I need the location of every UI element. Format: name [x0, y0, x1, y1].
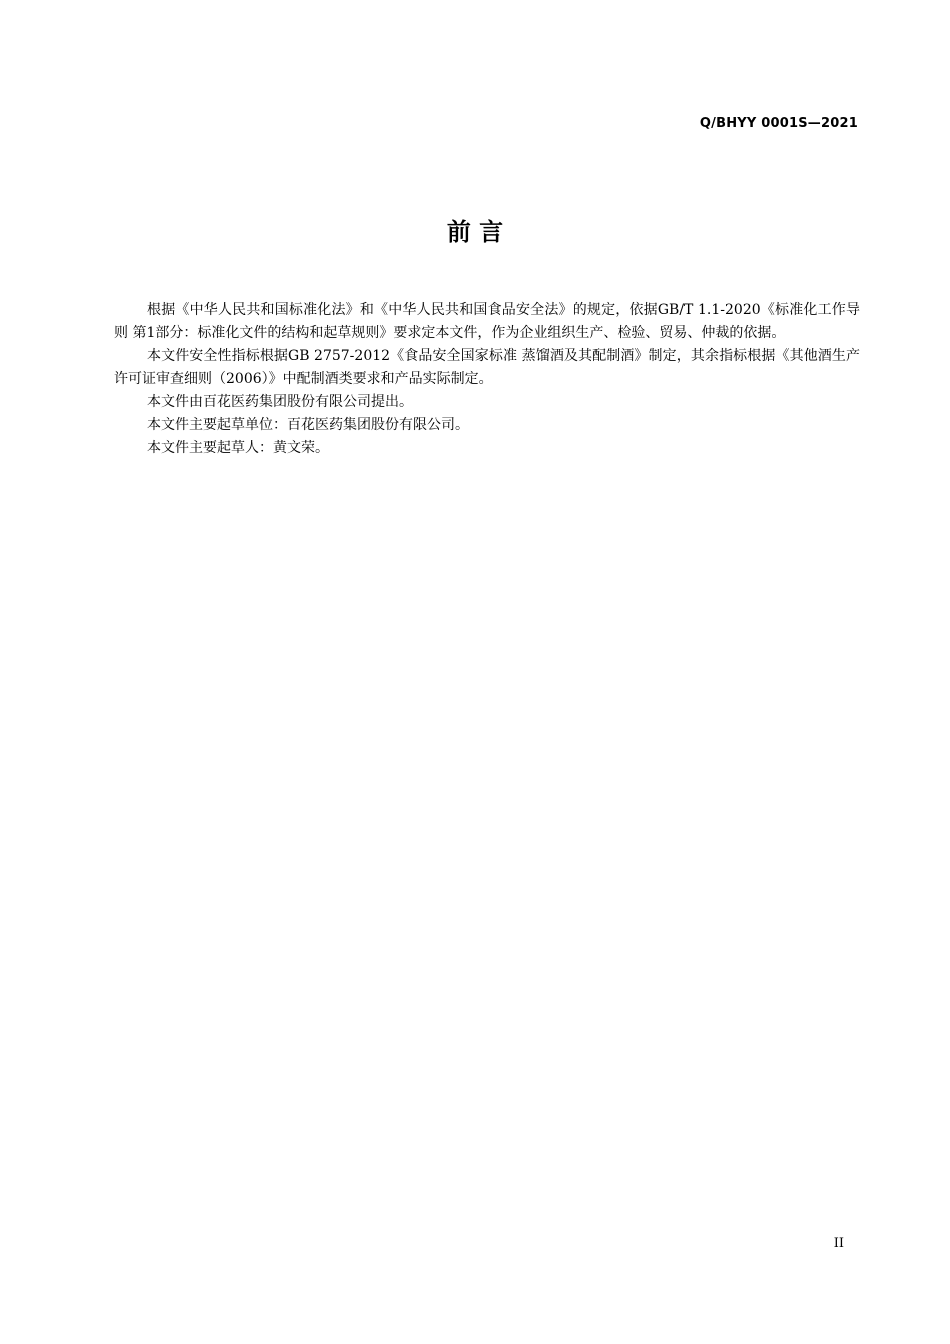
paragraph-proposer: 本文件由百花医药集团股份有限公司提出。 — [147, 394, 413, 410]
standard-code: Q/BHYY 0001S—2021 — [699, 116, 858, 131]
paragraph-basis: 根据《中华人民共和国标准化法》和《中华人民共和国食品安全法》的规定，依据GB/T 1.1-2020《标准化工作导则 第1部分：标准化文件的结构和起草规则》要求定本文件，作为企业组织生产、检验、贸易、仲裁的依据。 — [114, 302, 860, 341]
page-title: 前 言 — [446, 218, 504, 246]
preface-body — [114, 299, 860, 460]
paragraph-drafting-unit: 本文件主要起草单位：百花医药集团股份有限公司。 — [147, 417, 469, 433]
paragraph-drafter: 本文件主要起草人：黄文荣。 — [147, 440, 329, 456]
page-number: II — [833, 1236, 844, 1251]
paragraph-indicators: 本文件安全性指标根据GB 2757-2012《食品安全国家标准 蒸馏酒及其配制酒》制定，其余指标根据《其他酒生产许可证审查细则（2006）》中配制酒类要求和产品实际制定。 — [114, 348, 860, 387]
